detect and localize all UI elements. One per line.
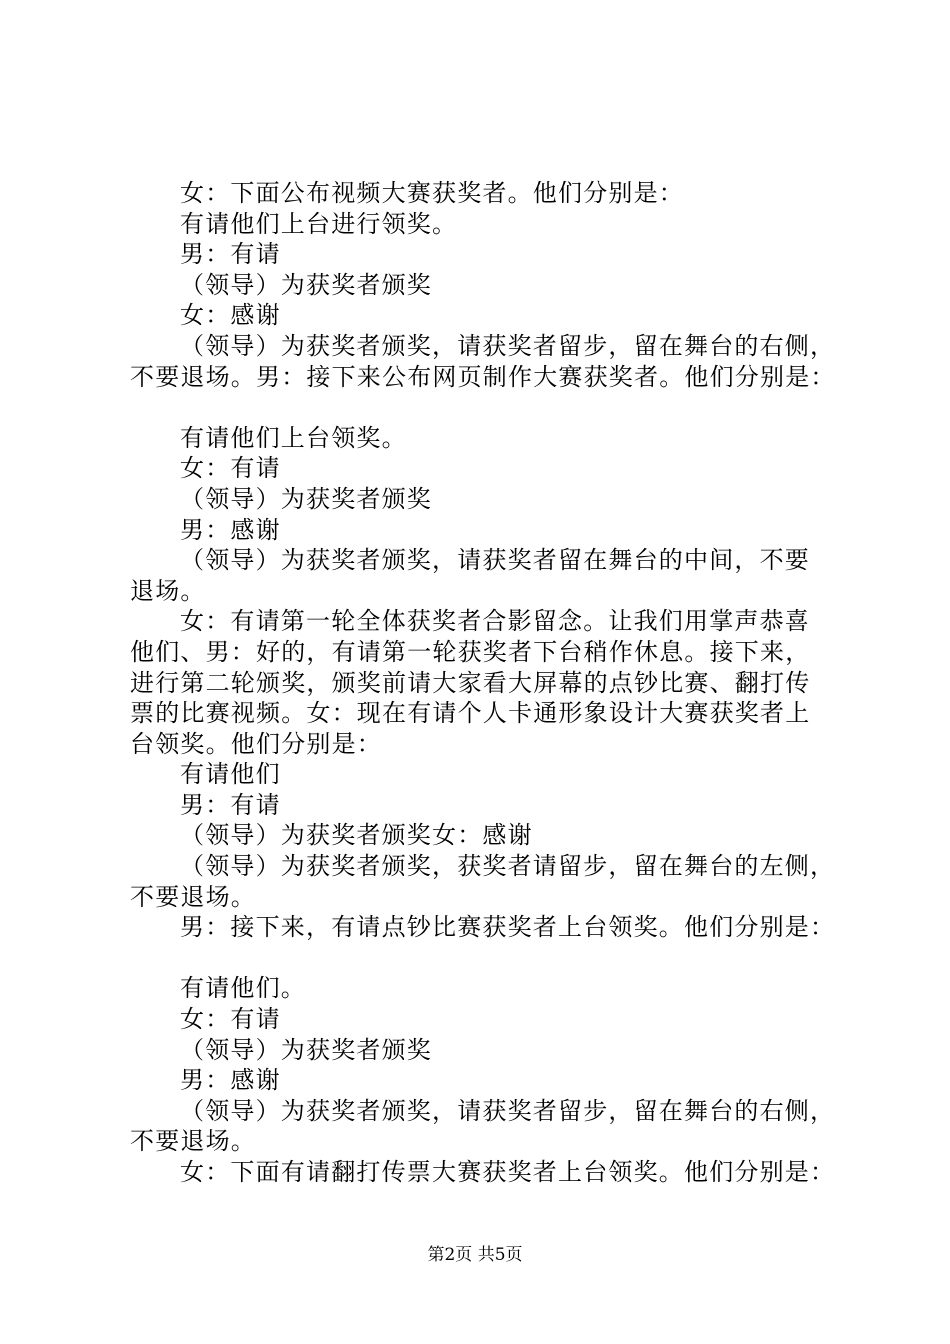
text-line: 不要退场。男：接下来公布网页制作大赛获奖者。他们分别是：	[130, 362, 836, 391]
text-line: 男：感谢	[180, 1066, 281, 1095]
text-line: 男：接下来，有请点钞比赛获奖者上台领奖。他们分别是：	[180, 913, 836, 942]
text-line: 女：感谢	[180, 301, 281, 330]
text-line: 票的比赛视频。女：现在有请个人卡通形象设计大赛获奖者上	[130, 699, 811, 728]
text-line: （领导）为获奖者颁奖，请获奖者留步，留在舞台的右侧，	[180, 331, 836, 360]
blank-line	[130, 943, 842, 974]
text-line: （领导）为获奖者颁奖，请获奖者留步，留在舞台的右侧，	[180, 1096, 836, 1125]
page-footer: 第2页 共5页	[427, 1245, 523, 1265]
text-line: （领导）为获奖者颁奖，请获奖者留在舞台的中间，不要	[180, 546, 810, 575]
document-body	[130, 178, 842, 1188]
text-line: 女：有请	[180, 1005, 281, 1034]
text-line: 女：下面有请翻打传票大赛获奖者上台领奖。他们分别是：	[180, 1158, 836, 1186]
text-line: （领导）为获奖者颁奖	[180, 484, 432, 513]
text-line: 进行第二轮颁奖，颁奖前请大家看大屏幕的点钞比赛、翻打传	[130, 668, 811, 697]
text-line: 不要退场。	[130, 882, 256, 911]
text-line: 有请他们	[180, 760, 281, 789]
text-line: 不要退场。	[130, 1127, 256, 1156]
text-line: 台领奖。他们分别是：	[130, 729, 382, 758]
text-line: （领导）为获奖者颁奖，获奖者请留步，留在舞台的左侧，	[180, 852, 836, 881]
text-line: （领导）为获奖者颁奖	[180, 1035, 432, 1064]
text-line: （领导）为获奖者颁奖	[180, 270, 432, 299]
text-line: 有请他们上台进行领奖。	[180, 209, 458, 238]
text-line: 退场。	[130, 576, 206, 605]
text-line: 有请他们。	[180, 974, 306, 1003]
text-line: 女：有请第一轮全体获奖者合影留念。让我们用掌声恭喜	[180, 607, 810, 636]
blank-line	[130, 392, 842, 423]
text-line: 他们、男：好的，有请第一轮获奖者下台稍作休息。接下来，	[130, 637, 811, 666]
text-line: 女：有请	[180, 454, 281, 483]
text-line: （领导）为获奖者颁奖女：感谢	[180, 821, 533, 850]
text-line: 男：有请	[180, 790, 281, 819]
text-line: 女：下面公布视频大赛获奖者。他们分别是：	[180, 179, 684, 207]
text-line: 有请他们上台领奖。	[180, 423, 407, 452]
text-line: 男：感谢	[180, 515, 281, 544]
text-line: 男：有请	[180, 240, 281, 269]
